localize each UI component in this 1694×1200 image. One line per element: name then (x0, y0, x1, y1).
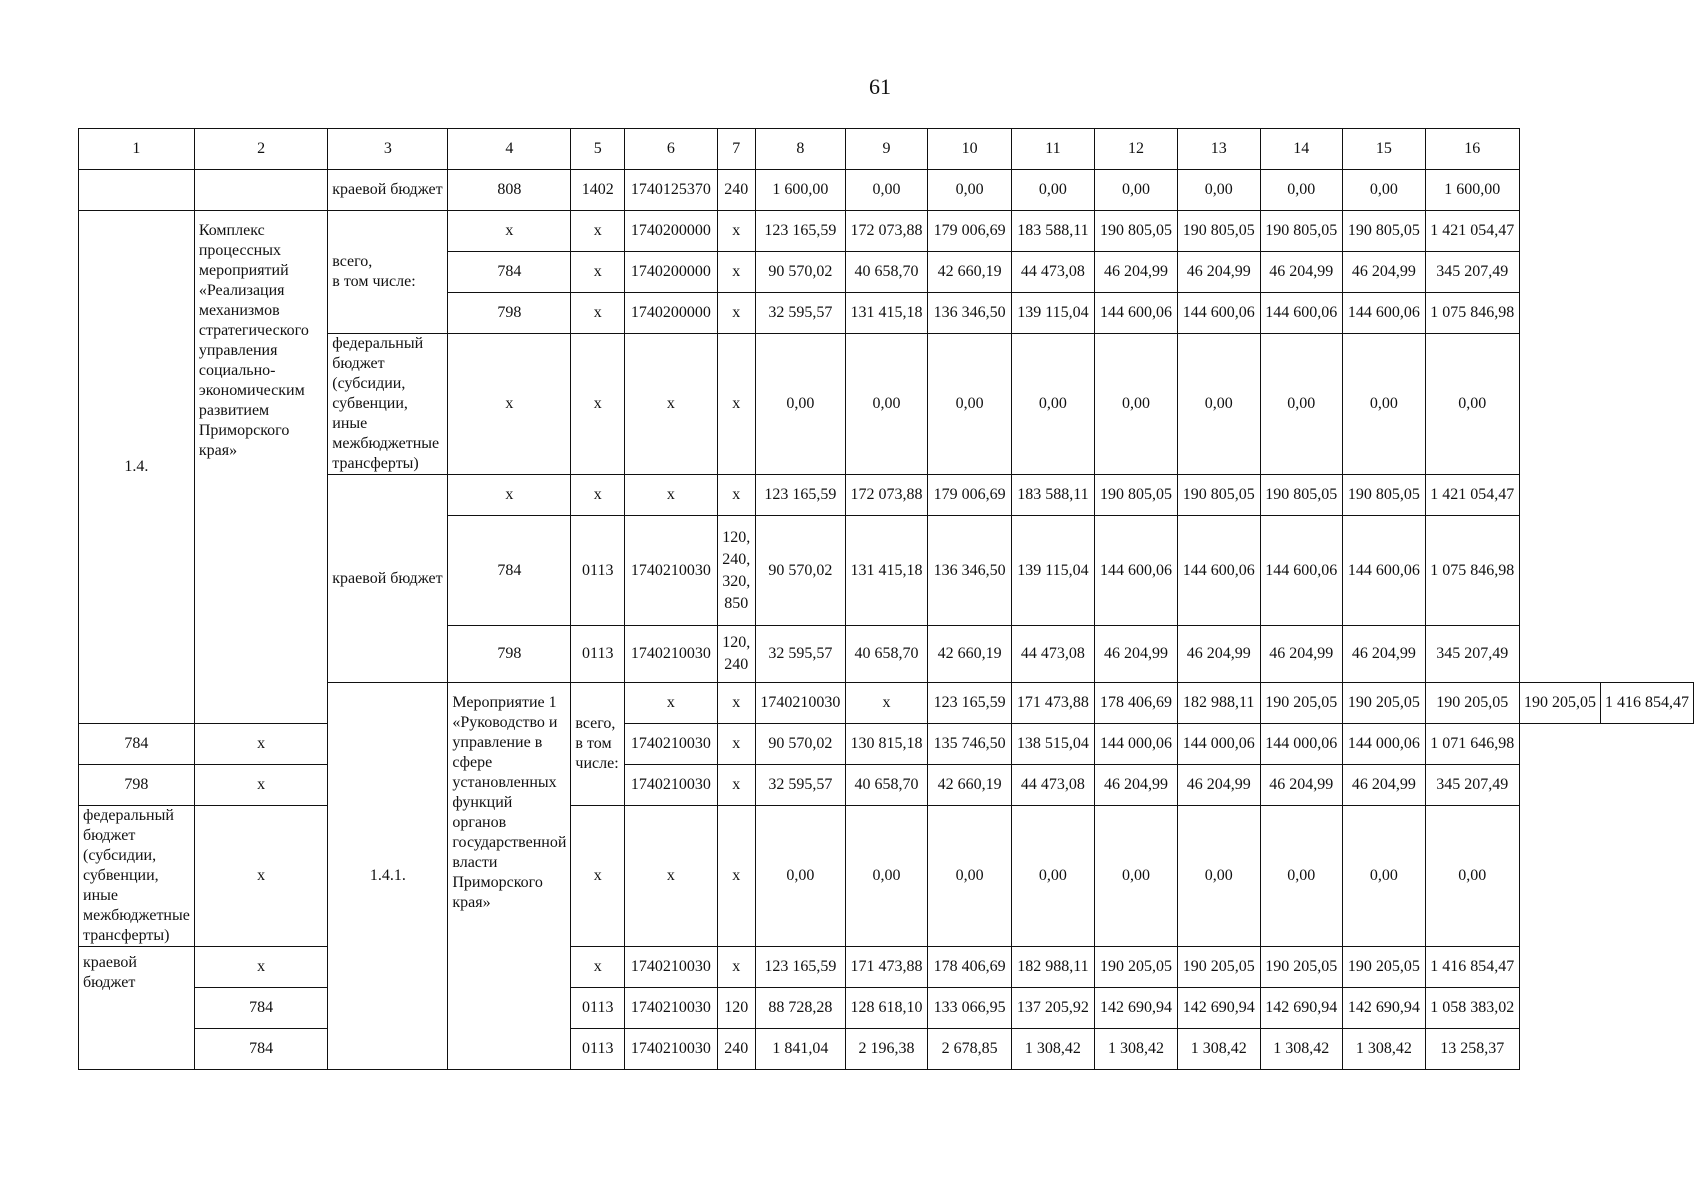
section-code-cell: 1402 (571, 170, 625, 211)
amount-cell: 0,00 (1011, 170, 1094, 211)
header-cell: 5 (571, 129, 625, 170)
amount-cell: 172 073,88 (845, 211, 928, 252)
section-code-cell: 0113 (571, 988, 625, 1029)
section-code-cell: 0113 (571, 626, 625, 683)
header-cell: 11 (1011, 129, 1094, 170)
amount-cell: 144 600,06 (1177, 293, 1260, 334)
total-label: всего, в том числе: (571, 683, 625, 806)
amount-cell: 90 570,02 (755, 516, 845, 626)
amount-cell: 46 204,99 (1260, 626, 1343, 683)
amount-cell: 179 006,69 (928, 475, 1011, 516)
amount-cell: 46 204,99 (1260, 765, 1343, 806)
amount-cell: 42 660,19 (928, 252, 1011, 293)
amount-cell: 40 658,70 (845, 626, 928, 683)
amount-cell: 144 000,06 (1260, 724, 1343, 765)
page-number: 61 (869, 74, 891, 99)
total-label: всего, в том числе: (328, 211, 448, 334)
amount-cell: 0,00 (1260, 170, 1343, 211)
amount-cell: 190 205,05 (1520, 683, 1601, 724)
amount-cell: 144 600,06 (1095, 516, 1178, 626)
amount-cell: 144 600,06 (1343, 293, 1425, 334)
expense-type-cell: 120 (717, 988, 755, 1029)
amount-cell: 0,00 (1260, 334, 1343, 475)
amount-cell: 123 165,59 (928, 683, 1011, 724)
amount-cell: 46 204,99 (1260, 252, 1343, 293)
amount-cell: 46 204,99 (1177, 626, 1260, 683)
expense-type-cell: x (717, 475, 755, 516)
table-row (79, 211, 1694, 252)
amount-cell: 1 308,42 (1177, 1029, 1260, 1070)
header-cell: 14 (1260, 129, 1343, 170)
budget-table (78, 128, 1694, 1070)
amount-cell: 144 000,06 (1095, 724, 1178, 765)
target-code-cell: 1740200000 (625, 293, 718, 334)
amount-cell: 136 346,50 (928, 293, 1011, 334)
amount-cell: 190 805,05 (1095, 475, 1178, 516)
budget-code-cell: 784 (448, 252, 571, 293)
section-index: 1.4. (79, 211, 195, 724)
expense-type-cell: x (717, 293, 755, 334)
federal-budget-label: федеральный бюджет (субсидии, субвенции, иные межбюджетные трансферты) (79, 806, 195, 947)
amount-cell: 0,00 (755, 334, 845, 475)
target-code-cell: 1740210030 (625, 1029, 718, 1070)
amount-cell: 179 006,69 (928, 211, 1011, 252)
target-code-cell: 1740210030 (625, 626, 718, 683)
expense-type-cell: 120, 240, 320, 850 (717, 516, 755, 626)
header-cell: 7 (717, 129, 755, 170)
header-cell: 12 (1095, 129, 1178, 170)
header-cell: 2 (194, 129, 327, 170)
amount-cell: 2 196,38 (845, 1029, 928, 1070)
amount-cell: 1 600,00 (1425, 170, 1519, 211)
amount-cell: 0,00 (1177, 806, 1260, 947)
amount-cell: 183 588,11 (1011, 475, 1094, 516)
expense-type-cell: 240 (717, 170, 755, 211)
amount-cell: 131 415,18 (845, 516, 928, 626)
amount-cell: 0,00 (1177, 334, 1260, 475)
amount-cell: 44 473,08 (1011, 765, 1094, 806)
amount-cell: 137 205,92 (1011, 988, 1094, 1029)
amount-cell: 190 805,05 (1177, 211, 1260, 252)
target-code-cell: 1740200000 (625, 211, 718, 252)
amount-cell: 142 690,94 (1177, 988, 1260, 1029)
section-code-cell: x (194, 765, 327, 806)
expense-type-cell: x (717, 211, 755, 252)
amount-cell: 46 204,99 (1343, 765, 1425, 806)
amount-cell: 142 690,94 (1095, 988, 1178, 1029)
federal-budget-label: федеральный бюджет (субсидии, субвенции, иные межбюджетные трансферты) (328, 334, 448, 475)
table-row (79, 947, 1694, 988)
target-code-cell: 1740210030 (625, 765, 718, 806)
amount-cell: 46 204,99 (1095, 626, 1178, 683)
regional-budget-label: краевой бюджет (79, 947, 195, 1070)
amount-cell: 139 115,04 (1011, 516, 1094, 626)
budget-code-cell: 798 (448, 293, 571, 334)
amount-cell: 0,00 (1011, 806, 1094, 947)
amount-cell: 0,00 (755, 806, 845, 947)
amount-cell: 0,00 (845, 806, 928, 947)
amount-cell: 0,00 (1095, 170, 1178, 211)
amount-cell: 138 515,04 (1011, 724, 1094, 765)
amount-cell: 42 660,19 (928, 765, 1011, 806)
amount-cell: 1 600,00 (755, 170, 845, 211)
amount-cell: 90 570,02 (755, 252, 845, 293)
amount-cell: 135 746,50 (928, 724, 1011, 765)
amount-cell: 123 165,59 (755, 211, 845, 252)
amount-cell: 90 570,02 (755, 724, 845, 765)
amount-cell: 136 346,50 (928, 516, 1011, 626)
amount-cell: 1 308,42 (1095, 1029, 1178, 1070)
table-row (79, 765, 1694, 806)
amount-cell: 190 805,05 (1260, 475, 1343, 516)
amount-cell: 32 595,57 (755, 765, 845, 806)
amount-cell: 1 308,42 (1343, 1029, 1425, 1070)
amount-cell: 1 416 854,47 (1425, 947, 1519, 988)
table-row (79, 1029, 1694, 1070)
target-code-cell: 1740210030 (625, 988, 718, 1029)
budget-code-cell: 798 (79, 765, 195, 806)
amount-cell: 345 207,49 (1425, 765, 1519, 806)
amount-cell: 190 205,05 (1260, 683, 1343, 724)
amount-cell: 182 988,11 (1011, 947, 1094, 988)
amount-cell: 144 600,06 (1177, 516, 1260, 626)
amount-cell: 0,00 (1343, 806, 1425, 947)
amount-cell: 144 600,06 (1343, 516, 1425, 626)
amount-cell: 190 805,05 (1095, 211, 1178, 252)
amount-cell: 0,00 (1343, 334, 1425, 475)
amount-cell: 142 690,94 (1260, 988, 1343, 1029)
amount-cell: 0,00 (928, 170, 1011, 211)
amount-cell: 1 058 383,02 (1425, 988, 1519, 1029)
target-code-cell: 1740200000 (625, 252, 718, 293)
amount-cell: 345 207,49 (1425, 252, 1519, 293)
header-row (79, 129, 1694, 170)
amount-cell: 190 805,05 (1177, 475, 1260, 516)
amount-cell: 178 406,69 (1095, 683, 1178, 724)
expense-type-cell: x (845, 683, 928, 724)
amount-cell: 32 595,57 (755, 293, 845, 334)
amount-cell: 0,00 (1011, 334, 1094, 475)
target-code-cell: 1740125370 (625, 170, 718, 211)
amount-cell: 1 421 054,47 (1425, 211, 1519, 252)
amount-cell: 46 204,99 (1177, 252, 1260, 293)
budget-code-cell: x (448, 334, 571, 475)
table-body (79, 129, 1694, 1070)
header-cell: 6 (625, 129, 718, 170)
expense-type-cell: x (717, 334, 755, 475)
budget-code-cell: x (448, 475, 571, 516)
amount-cell: 345 207,49 (1425, 626, 1519, 683)
amount-cell: 123 165,59 (755, 947, 845, 988)
amount-cell: 182 988,11 (1177, 683, 1260, 724)
amount-cell: 172 073,88 (845, 475, 928, 516)
header-cell: 1 (79, 129, 195, 170)
target-code-cell: x (625, 475, 718, 516)
budget-code-cell: 808 (448, 170, 571, 211)
amount-cell: 0,00 (1095, 806, 1178, 947)
header-cell: 16 (1425, 129, 1519, 170)
amount-cell: 40 658,70 (845, 252, 928, 293)
amount-cell: 171 473,88 (845, 947, 928, 988)
budget-code-cell: 784 (194, 988, 327, 1029)
amount-cell: 46 204,99 (1177, 765, 1260, 806)
amount-cell: 88 728,28 (755, 988, 845, 1029)
amount-cell: 130 815,18 (845, 724, 928, 765)
amount-cell: 0,00 (1425, 806, 1519, 947)
amount-cell: 190 805,05 (1343, 211, 1425, 252)
target-code-cell: 1740210030 (625, 724, 718, 765)
section-code-cell: x (571, 293, 625, 334)
amount-cell: 133 066,95 (928, 988, 1011, 1029)
amount-cell: 142 690,94 (1343, 988, 1425, 1029)
amount-cell: 128 618,10 (845, 988, 928, 1029)
amount-cell: 190 805,05 (1260, 211, 1343, 252)
amount-cell: 1 075 846,98 (1425, 293, 1519, 334)
source-cell: краевой бюджет (328, 170, 448, 211)
budget-code-cell: x (194, 947, 327, 988)
amount-cell: 178 406,69 (928, 947, 1011, 988)
header-cell: 8 (755, 129, 845, 170)
amount-cell: 32 595,57 (755, 626, 845, 683)
expense-type-cell: x (717, 252, 755, 293)
section-index: 1.4.1. (328, 683, 448, 1070)
regional-budget-label: краевой бюджет (328, 475, 448, 683)
amount-cell: 1 416 854,47 (1601, 683, 1694, 724)
amount-cell: 40 658,70 (845, 765, 928, 806)
target-code-cell: 1740210030 (755, 683, 845, 724)
header-cell: 3 (328, 129, 448, 170)
amount-cell: 0,00 (1425, 334, 1519, 475)
amount-cell: 13 258,37 (1425, 1029, 1519, 1070)
section-code-cell: x (571, 252, 625, 293)
table-row (79, 988, 1694, 1029)
amount-cell: 190 205,05 (1343, 683, 1425, 724)
section-code-cell: x (571, 806, 625, 947)
section-code-cell: x (571, 475, 625, 516)
header-cell: 10 (928, 129, 1011, 170)
header-cell: 4 (448, 129, 571, 170)
budget-code-cell: x (448, 211, 571, 252)
budget-code-cell: x (194, 806, 327, 947)
amount-cell: 171 473,88 (1011, 683, 1094, 724)
amount-cell: 0,00 (845, 334, 928, 475)
expense-type-cell: 120, 240 (717, 626, 755, 683)
amount-cell: 144 600,06 (1260, 516, 1343, 626)
index-cell (79, 170, 195, 211)
amount-cell: 1 308,42 (1011, 1029, 1094, 1070)
amount-cell: 123 165,59 (755, 475, 845, 516)
table-row (79, 170, 1694, 211)
section-name: Комплекс процессных мероприятий «Реализация механизмов стратегического управления социально-экономическим развитием Приморского края» (194, 211, 327, 724)
section-code-cell: x (571, 334, 625, 475)
amount-cell: 1 075 846,98 (1425, 516, 1519, 626)
amount-cell: 0,00 (928, 334, 1011, 475)
amount-cell: 0,00 (1177, 170, 1260, 211)
amount-cell: 0,00 (845, 170, 928, 211)
amount-cell: 0,00 (1095, 334, 1178, 475)
target-code-cell: 1740210030 (625, 516, 718, 626)
section-code-cell: 0113 (571, 516, 625, 626)
section-code-cell: x (194, 724, 327, 765)
amount-cell: 144 600,06 (1260, 293, 1343, 334)
section-code-cell: x (571, 947, 625, 988)
amount-cell: 190 205,05 (1343, 947, 1425, 988)
amount-cell: 190 205,05 (1260, 947, 1343, 988)
amount-cell: 44 473,08 (1011, 252, 1094, 293)
budget-code-cell: 784 (194, 1029, 327, 1070)
expense-type-cell: x (717, 806, 755, 947)
amount-cell: 190 805,05 (1343, 475, 1425, 516)
amount-cell: 1 421 054,47 (1425, 475, 1519, 516)
budget-code-cell: 784 (79, 724, 195, 765)
amount-cell: 144 000,06 (1343, 724, 1425, 765)
target-code-cell: x (625, 806, 718, 947)
amount-cell: 2 678,85 (928, 1029, 1011, 1070)
amount-cell: 131 415,18 (845, 293, 928, 334)
budget-code-cell: 784 (448, 516, 571, 626)
section-name: Мероприятие 1 «Руководство и управление в сфере установленных функций органов государственной власти Приморского края» (448, 683, 571, 1070)
amount-cell: 1 308,42 (1260, 1029, 1343, 1070)
expense-type-cell: x (717, 724, 755, 765)
section-code-cell: 0113 (571, 1029, 625, 1070)
amount-cell: 1 071 646,98 (1425, 724, 1519, 765)
amount-cell: 183 588,11 (1011, 211, 1094, 252)
table-row (79, 806, 1694, 947)
amount-cell: 42 660,19 (928, 626, 1011, 683)
section-code-cell: x (571, 211, 625, 252)
amount-cell: 190 205,05 (1177, 947, 1260, 988)
table-row (79, 724, 1694, 765)
amount-cell: 46 204,99 (1095, 252, 1178, 293)
target-code-cell: x (625, 334, 718, 475)
amount-cell: 139 115,04 (1011, 293, 1094, 334)
amount-cell: 46 204,99 (1095, 765, 1178, 806)
amount-cell: 190 205,05 (1095, 947, 1178, 988)
header-cell: 15 (1343, 129, 1425, 170)
expense-type-cell: x (717, 765, 755, 806)
amount-cell: 0,00 (1343, 170, 1425, 211)
section-code-cell: x (717, 683, 755, 724)
amount-cell: 0,00 (1260, 806, 1343, 947)
budget-code-cell: 798 (448, 626, 571, 683)
amount-cell: 46 204,99 (1343, 626, 1425, 683)
expense-type-cell: 240 (717, 1029, 755, 1070)
amount-cell: 144 600,06 (1095, 293, 1178, 334)
budget-code-cell: x (625, 683, 718, 724)
header-cell: 9 (845, 129, 928, 170)
amount-cell: 1 841,04 (755, 1029, 845, 1070)
amount-cell: 144 000,06 (1177, 724, 1260, 765)
name-cell (194, 170, 327, 211)
expense-type-cell: x (717, 947, 755, 988)
amount-cell: 0,00 (928, 806, 1011, 947)
amount-cell: 46 204,99 (1343, 252, 1425, 293)
target-code-cell: 1740210030 (625, 947, 718, 988)
amount-cell: 44 473,08 (1011, 626, 1094, 683)
header-cell: 13 (1177, 129, 1260, 170)
amount-cell: 190 205,05 (1425, 683, 1519, 724)
